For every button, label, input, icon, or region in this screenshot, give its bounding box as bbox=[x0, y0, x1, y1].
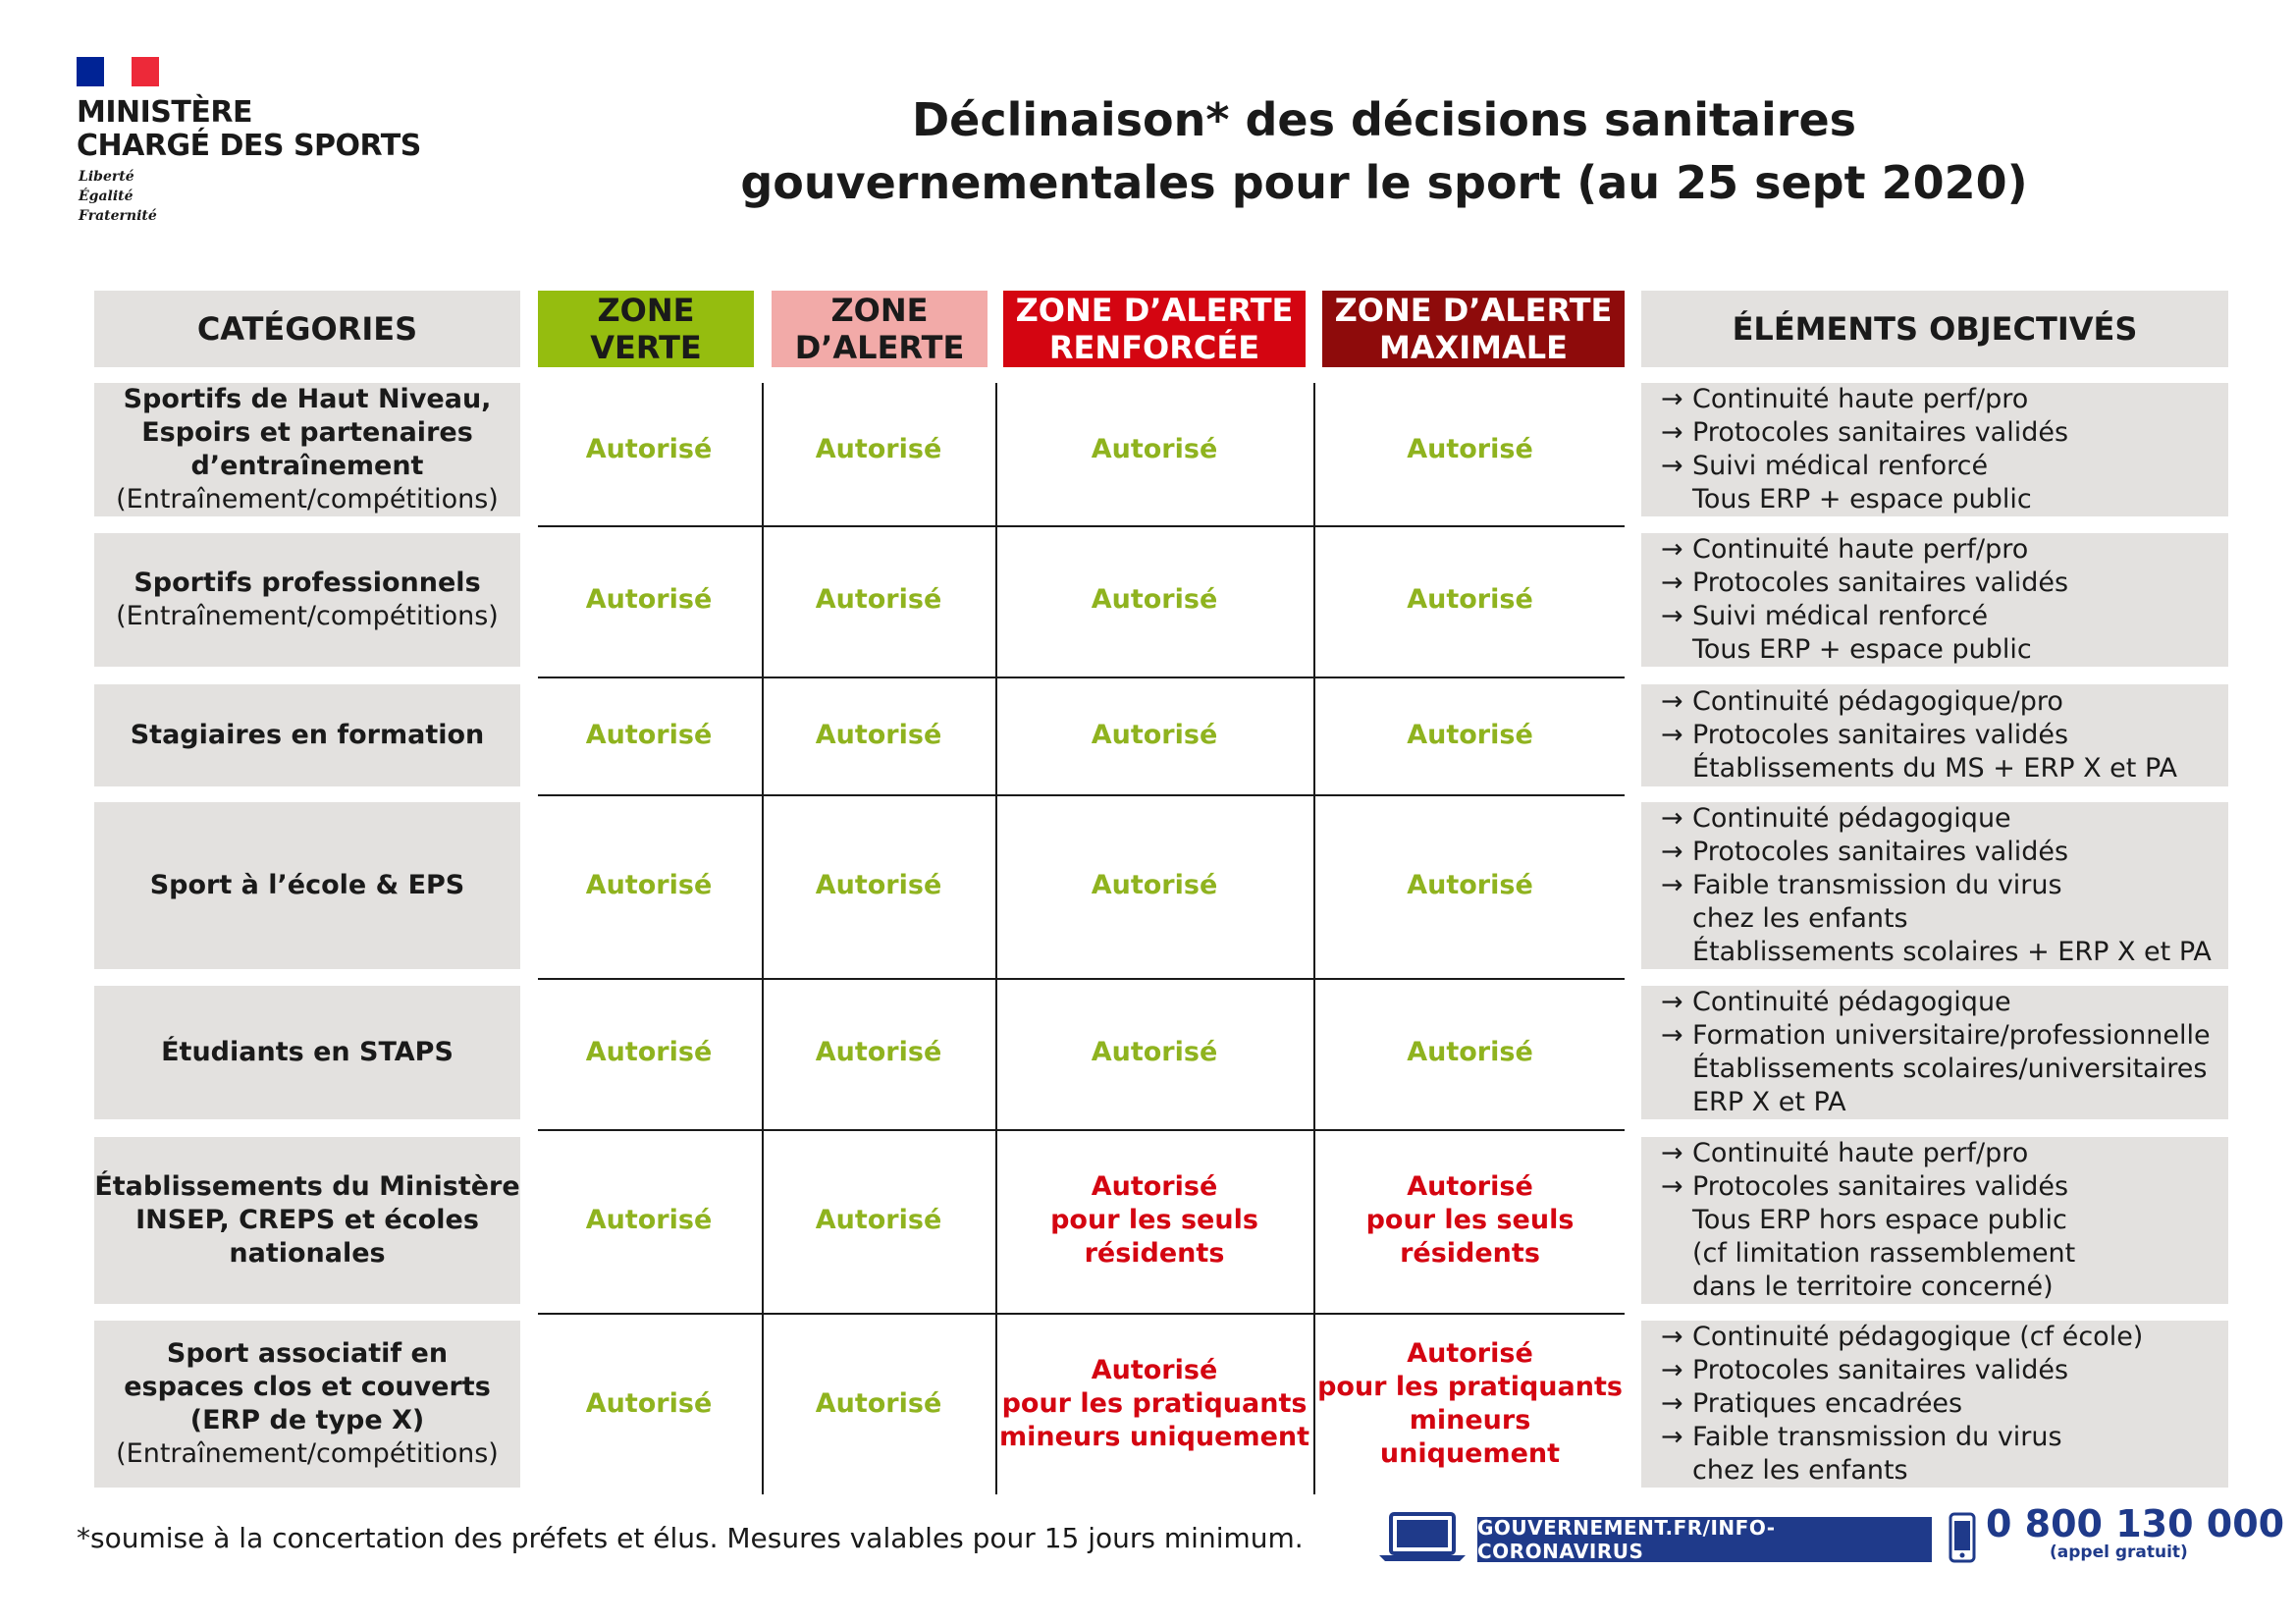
zone-maximale-cell bbox=[1315, 383, 1625, 516]
status-text: Autorisé bbox=[815, 1205, 942, 1235]
zone-renforcee-cell bbox=[997, 1137, 1311, 1304]
zone-verte-cell bbox=[538, 533, 760, 667]
element-line bbox=[1641, 1454, 2228, 1488]
element-text: Continuité pédagogique/pro bbox=[1692, 686, 2063, 717]
status-text: Autorisé bbox=[585, 1388, 713, 1419]
element-line bbox=[1641, 719, 2228, 752]
arrow-right-icon: → bbox=[1661, 803, 1683, 834]
category-label: Sport à l’école & EPS bbox=[149, 870, 465, 900]
status-text: Autorisé bbox=[585, 870, 713, 900]
element-line bbox=[1641, 1019, 2228, 1053]
zone-renforcee-cell bbox=[997, 986, 1311, 1119]
zone-verte-cell bbox=[538, 1137, 760, 1304]
arrow-right-icon: → bbox=[1661, 837, 1683, 867]
header-categories-label: CATÉGORIES bbox=[196, 310, 418, 348]
element-text: dans le territoire concerné) bbox=[1692, 1272, 2054, 1302]
element-line bbox=[1641, 836, 2228, 869]
arrow-right-icon: → bbox=[1661, 451, 1683, 481]
element-text: chez les enfants bbox=[1692, 903, 1908, 934]
status-text: Autorisé bbox=[1091, 720, 1218, 750]
element-text: Protocoles sanitaires validés bbox=[1692, 417, 2069, 448]
element-line bbox=[1641, 450, 2228, 483]
zone-maximale-cell bbox=[1315, 802, 1625, 969]
category-label: (ERP de type X) bbox=[189, 1405, 425, 1435]
header-elements bbox=[1641, 291, 2228, 367]
grid-line bbox=[538, 978, 1625, 980]
ministry-line-1: MINISTÈRE bbox=[77, 95, 252, 130]
zone-renforcee-cell bbox=[997, 533, 1311, 667]
element-line bbox=[1641, 936, 2228, 969]
status-text: Autorisé bbox=[1407, 434, 1533, 464]
element-line bbox=[1641, 416, 2228, 450]
element-line bbox=[1641, 1137, 2228, 1170]
elements-cell bbox=[1641, 1321, 2228, 1488]
status-text: Autorisé bbox=[585, 1037, 713, 1067]
zone-alerte-cell bbox=[764, 684, 993, 786]
arrow-right-icon: → bbox=[1661, 1355, 1683, 1385]
elements-cell bbox=[1641, 383, 2228, 516]
arrow-right-icon: → bbox=[1661, 534, 1683, 565]
elements-cell bbox=[1641, 1137, 2228, 1304]
arrow-right-icon: → bbox=[1661, 870, 1683, 900]
zone-alerte-cell bbox=[764, 1137, 993, 1304]
element-line bbox=[1641, 1321, 2228, 1354]
category-cell bbox=[94, 802, 520, 969]
grid-line bbox=[538, 677, 1625, 678]
element-line bbox=[1641, 1421, 2228, 1454]
element-text: Formation universitaire/professionnelle bbox=[1692, 1020, 2211, 1051]
status-text: Autorisé bbox=[585, 1205, 713, 1235]
element-text: Protocoles sanitaires validés bbox=[1692, 1355, 2069, 1385]
status-text: Autorisé bbox=[1407, 1338, 1533, 1369]
zone-verte-cell bbox=[538, 1321, 760, 1488]
category-label: Espoirs et partenaires bbox=[141, 417, 473, 448]
category-label: Sportifs professionnels bbox=[133, 568, 481, 598]
zone-alerte-cell bbox=[764, 533, 993, 667]
category-sublabel: (Entraînement/compétitions) bbox=[116, 484, 499, 514]
arrow-right-icon: → bbox=[1661, 720, 1683, 750]
element-text: Protocoles sanitaires validés bbox=[1692, 1171, 2069, 1202]
element-line bbox=[1641, 802, 2228, 836]
category-cell bbox=[94, 383, 520, 516]
french-flag-icon bbox=[77, 57, 159, 86]
phone-number[interactable]: 0 800 130 000 bbox=[1986, 1502, 2285, 1545]
zone-maximale-cell bbox=[1315, 986, 1625, 1119]
header-zone-renforcee-line-2: RENFORCÉE bbox=[1048, 329, 1260, 366]
header-zone-verte bbox=[538, 291, 754, 367]
element-text: Continuité pédagogique (cf école) bbox=[1692, 1322, 2144, 1352]
zone-alerte-cell bbox=[764, 802, 993, 969]
status-text: résidents bbox=[1400, 1238, 1540, 1269]
element-line bbox=[1641, 1170, 2228, 1204]
zone-maximale-cell bbox=[1315, 1321, 1625, 1488]
element-text: Suivi médical renforcé bbox=[1692, 451, 1989, 481]
status-text: Autorisé bbox=[815, 584, 942, 615]
zone-alerte-cell bbox=[764, 1321, 993, 1488]
zone-verte-cell bbox=[538, 802, 760, 969]
header-elements-label: ÉLÉMENTS OBJECTIVÉS bbox=[1732, 310, 2138, 348]
arrow-right-icon: → bbox=[1661, 1138, 1683, 1168]
status-text: Autorisé bbox=[585, 434, 713, 464]
arrow-right-icon: → bbox=[1661, 417, 1683, 448]
grid-line bbox=[538, 525, 1625, 527]
status-text: Autorisé bbox=[815, 434, 942, 464]
element-text: Tous ERP + espace public bbox=[1692, 484, 2032, 514]
category-label: espaces clos et couverts bbox=[124, 1372, 491, 1402]
status-text: pour les seuls bbox=[1050, 1205, 1258, 1235]
status-text: Autorisé bbox=[1407, 870, 1533, 900]
laptop-icon bbox=[1377, 1512, 1468, 1563]
phone-note: (appel gratuit) bbox=[2050, 1543, 2188, 1562]
element-line bbox=[1641, 600, 2228, 633]
category-label: Sportifs de Haut Niveau, bbox=[123, 384, 492, 414]
grid-line bbox=[538, 794, 1625, 796]
header-zone-alerte-line-2: D’ALERTE bbox=[794, 329, 965, 366]
title-line-1: Déclinaison* des décisions sanitaires bbox=[911, 93, 1857, 146]
element-line bbox=[1641, 1354, 2228, 1387]
arrow-right-icon: → bbox=[1661, 1322, 1683, 1352]
element-text: Tous ERP hors espace public bbox=[1692, 1205, 2067, 1235]
status-text: Autorisé bbox=[815, 1388, 942, 1419]
motto-fraternite: Fraternité bbox=[79, 208, 157, 224]
status-text: Autorisé bbox=[1091, 1171, 1218, 1202]
status-text: résidents bbox=[1084, 1238, 1225, 1269]
zone-maximale-cell bbox=[1315, 684, 1625, 786]
element-line bbox=[1641, 685, 2228, 719]
element-line bbox=[1641, 1237, 2228, 1271]
zone-renforcee-cell bbox=[997, 684, 1311, 786]
element-text: Protocoles sanitaires validés bbox=[1692, 568, 2069, 598]
header-zone-renforcee-line-1: ZONE D’ALERTE bbox=[1015, 292, 1294, 329]
elements-cell bbox=[1641, 684, 2228, 786]
element-text: Continuité haute perf/pro bbox=[1692, 534, 2029, 565]
grid-line bbox=[538, 1129, 1625, 1131]
element-line bbox=[1641, 633, 2228, 667]
header-zone-verte-line-2: VERTE bbox=[590, 329, 702, 366]
category-cell bbox=[94, 1137, 520, 1304]
motto-egalite: Égalité bbox=[79, 189, 133, 204]
phone-icon bbox=[1949, 1512, 1976, 1563]
element-text: Tous ERP + espace public bbox=[1692, 634, 2032, 665]
zone-verte-cell bbox=[538, 986, 760, 1119]
category-label: INSEP, CREPS et écoles bbox=[135, 1205, 479, 1235]
header-zone-alerte bbox=[772, 291, 988, 367]
ministry-logo-text bbox=[77, 96, 421, 163]
zone-renforcee-cell bbox=[997, 802, 1311, 969]
status-text: Autorisé bbox=[815, 870, 942, 900]
elements-cell bbox=[1641, 533, 2228, 667]
category-label: d’entraînement bbox=[190, 451, 424, 481]
element-text: Établissements scolaires/universitaires bbox=[1692, 1054, 2208, 1084]
element-text: Continuité pédagogique bbox=[1692, 803, 2011, 834]
page-title bbox=[687, 88, 2081, 214]
status-text: Autorisé bbox=[1091, 870, 1218, 900]
arrow-right-icon: → bbox=[1661, 686, 1683, 717]
elements-cell bbox=[1641, 802, 2228, 969]
category-label: nationales bbox=[229, 1238, 386, 1269]
status-text: mineurs uniquement bbox=[998, 1422, 1310, 1452]
header-zone-maximale-line-2: MAXIMALE bbox=[1378, 329, 1569, 366]
motto-liberte: Liberté bbox=[79, 169, 134, 185]
status-text: pour les seuls bbox=[1365, 1205, 1575, 1235]
category-label: Sport associatif en bbox=[166, 1338, 449, 1369]
element-line bbox=[1641, 567, 2228, 600]
element-text: chez les enfants bbox=[1692, 1455, 1908, 1486]
arrow-right-icon: → bbox=[1661, 601, 1683, 631]
element-text: Suivi médical renforcé bbox=[1692, 601, 1989, 631]
category-label: Établissements du Ministère bbox=[94, 1171, 520, 1202]
status-text: Autorisé bbox=[585, 720, 713, 750]
status-text: Autorisé bbox=[1091, 584, 1218, 615]
element-text: Faible transmission du virus bbox=[1692, 1422, 2062, 1452]
element-line bbox=[1641, 1387, 2228, 1421]
element-text: Continuité haute perf/pro bbox=[1692, 384, 2029, 414]
element-text: ERP X et PA bbox=[1692, 1087, 1846, 1117]
arrow-right-icon: → bbox=[1661, 1020, 1683, 1051]
arrow-right-icon: → bbox=[1661, 1388, 1683, 1419]
zone-renforcee-cell bbox=[997, 383, 1311, 516]
status-text: mineurs uniquement bbox=[1379, 1405, 1561, 1469]
zone-renforcee-cell bbox=[997, 1321, 1311, 1488]
arrow-right-icon: → bbox=[1661, 987, 1683, 1017]
elements-cell bbox=[1641, 986, 2228, 1119]
arrow-right-icon: → bbox=[1661, 568, 1683, 598]
category-label: Étudiants en STAPS bbox=[161, 1037, 454, 1067]
status-text: Autorisé bbox=[1407, 720, 1533, 750]
element-line bbox=[1641, 1053, 2228, 1086]
element-line bbox=[1641, 752, 2228, 785]
element-line bbox=[1641, 533, 2228, 567]
category-label: Stagiaires en formation bbox=[130, 720, 485, 750]
element-text: Faible transmission du virus bbox=[1692, 870, 2062, 900]
website-link[interactable] bbox=[1477, 1517, 1932, 1562]
arrow-right-icon: → bbox=[1661, 1422, 1683, 1452]
element-line bbox=[1641, 1271, 2228, 1304]
element-line bbox=[1641, 1204, 2228, 1237]
category-cell bbox=[94, 533, 520, 667]
header-zone-alerte-line-1: ZONE bbox=[830, 292, 929, 329]
element-text: (cf limitation rassemblement bbox=[1692, 1238, 2076, 1269]
element-text: Protocoles sanitaires validés bbox=[1692, 720, 2069, 750]
element-text: Protocoles sanitaires validés bbox=[1692, 837, 2069, 867]
status-text: Autorisé bbox=[1407, 1037, 1533, 1067]
status-text: Autorisé bbox=[1407, 584, 1533, 615]
zone-verte-cell bbox=[538, 684, 760, 786]
element-text: Établissements du MS + ERP X et PA bbox=[1692, 753, 2177, 784]
category-cell bbox=[94, 1321, 520, 1488]
element-line bbox=[1641, 869, 2228, 902]
category-sublabel: (Entraînement/compétitions) bbox=[116, 601, 499, 631]
category-sublabel: (Entraînement/compétitions) bbox=[116, 1438, 499, 1469]
element-text: Continuité haute perf/pro bbox=[1692, 1138, 2029, 1168]
header-zone-renforcee bbox=[1003, 291, 1306, 367]
status-text: pour les pratiquants bbox=[1001, 1388, 1308, 1419]
header-categories bbox=[94, 291, 520, 367]
zone-maximale-cell bbox=[1315, 533, 1625, 667]
status-text: Autorisé bbox=[1091, 1355, 1218, 1385]
status-text: Autorisé bbox=[1091, 1037, 1218, 1067]
element-text: Établissements scolaires + ERP X et PA bbox=[1692, 937, 2212, 967]
status-text: pour les pratiquants bbox=[1317, 1372, 1623, 1402]
element-line bbox=[1641, 1086, 2228, 1119]
footnote: *soumise à la concertation des préfets et élus. Mesures valables pour 15 jours minimum. bbox=[77, 1522, 1304, 1554]
element-line bbox=[1641, 483, 2228, 516]
republic-motto bbox=[79, 167, 157, 226]
zone-alerte-cell bbox=[764, 383, 993, 516]
element-line bbox=[1641, 383, 2228, 416]
header-zone-maximale bbox=[1322, 291, 1625, 367]
status-text: Autorisé bbox=[1407, 1171, 1533, 1202]
status-text: Autorisé bbox=[815, 1037, 942, 1067]
element-text: Continuité pédagogique bbox=[1692, 987, 2011, 1017]
header-zone-maximale-line-1: ZONE D’ALERTE bbox=[1334, 292, 1613, 329]
element-line bbox=[1641, 986, 2228, 1019]
status-text: Autorisé bbox=[815, 720, 942, 750]
status-text: Autorisé bbox=[585, 584, 713, 615]
website-label: GOUVERNEMENT.FR/INFO-CORONAVIRUS bbox=[1477, 1516, 1776, 1563]
category-cell bbox=[94, 986, 520, 1119]
zone-verte-cell bbox=[538, 383, 760, 516]
element-text: Pratiques encadrées bbox=[1692, 1388, 1963, 1419]
ministry-line-2: CHARGÉ DES SPORTS bbox=[77, 129, 421, 163]
header-zone-verte-line-1: ZONE bbox=[597, 292, 695, 329]
grid-line bbox=[538, 1313, 1625, 1315]
title-line-2: gouvernementales pour le sport (au 25 sept 2020) bbox=[740, 156, 2028, 209]
arrow-right-icon: → bbox=[1661, 1171, 1683, 1202]
status-text: Autorisé bbox=[1091, 434, 1218, 464]
arrow-right-icon: → bbox=[1661, 384, 1683, 414]
zone-alerte-cell bbox=[764, 986, 993, 1119]
element-line bbox=[1641, 902, 2228, 936]
zone-maximale-cell bbox=[1315, 1137, 1625, 1304]
category-cell bbox=[94, 684, 520, 786]
